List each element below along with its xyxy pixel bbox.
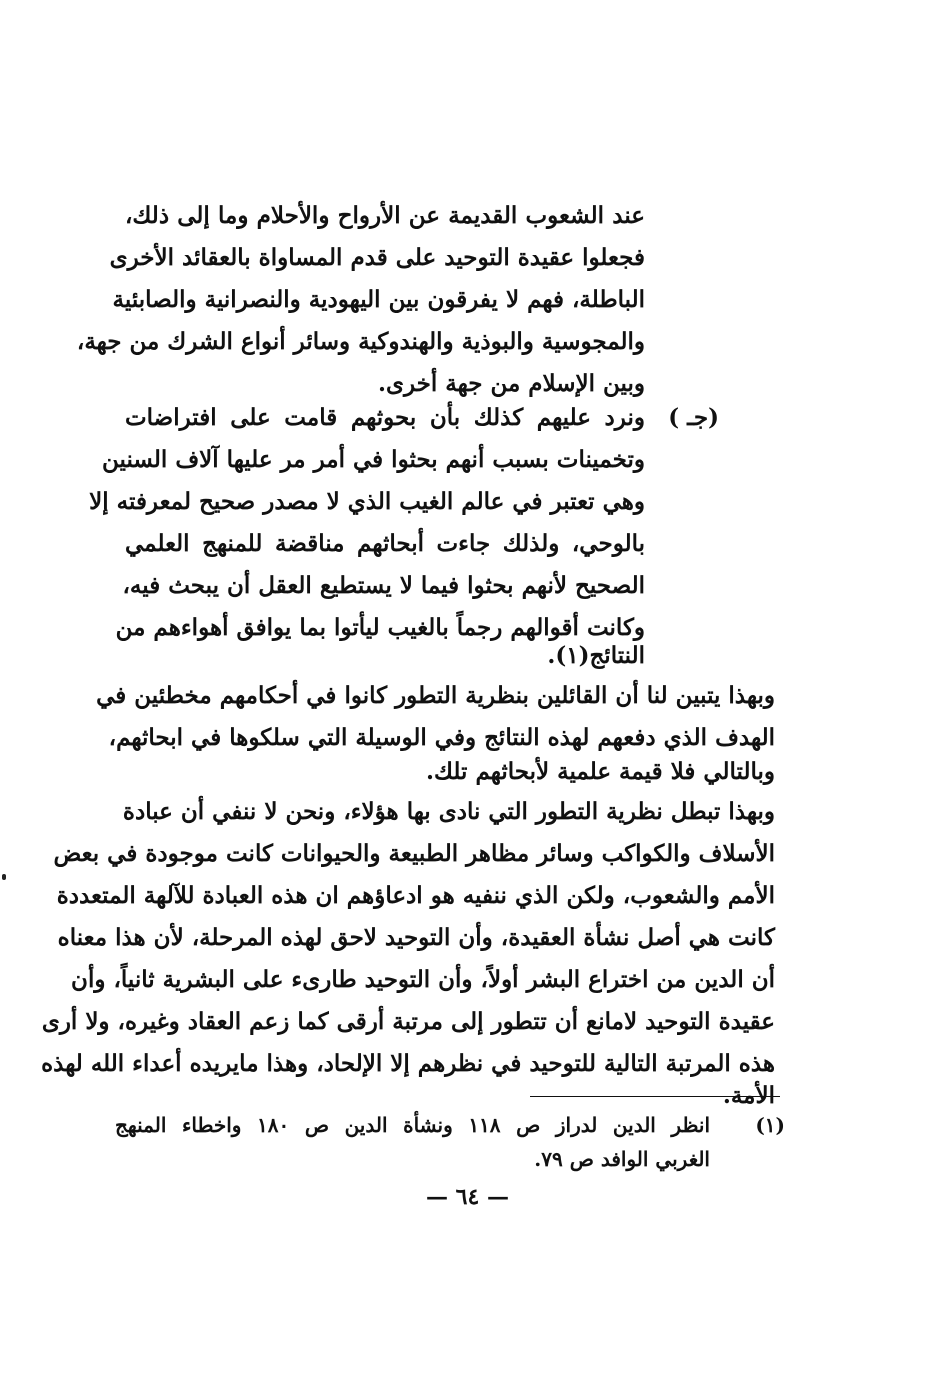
text-line: هذه المرتبة التالية للتوحيد في نظرهم إلا الإلحاد، وهذا مايريده أعداء الله لهذه (41, 1050, 775, 1077)
text-line: وبالتالي فلا قيمة علمية لأبحاثهم تلك. (426, 758, 775, 785)
text-line: النتائج(١). (547, 642, 645, 669)
text-line: وبهذا تبطل نظرية التطور التي نادى بها هؤلاء، ونحن لا ننفي أن عبادة (122, 798, 775, 825)
footnote-line: انظر الدين لدراز ص ١١٨ ونشأة الدين ص ١٨٠ واخطاء المنهج (115, 1113, 710, 1137)
page-number: — ٦٤ — (426, 1184, 509, 1210)
text-line: وبهذا يتبين لنا أن القائلين بنظرية التطور كانوا في أحكامهم مخطئين في (96, 682, 775, 709)
text-line: وتخمينات بسبب أنهم بحثوا في أمر مر عليها آلاف السنين (102, 446, 645, 473)
text-line: الأسلاف والكواكب وسائر مظاهر الطبيعة والحيوانات كانت موجودة في بعض (53, 840, 775, 867)
text-line: الأمة. (722, 1082, 775, 1109)
footnote-separator (530, 1096, 780, 1097)
text-line: عقيدة التوحيد لامانع أن تتطور إلى مرتبة أرقى كما زعم العقاد وغيره، ولا أرى (41, 1008, 775, 1035)
footnote-line: الغربي الوافد ص ٧٩. (534, 1147, 710, 1171)
text-line: ونرد عليهم كذلك بأن بحوثهم قامت على افتراضات (125, 404, 645, 431)
text-line: وكانت أقوالهم رجماً بالغيب ليأتوا بما يوافق أهواءهم من (115, 614, 645, 641)
footnote-marker: (١) (755, 1113, 785, 1137)
text-line: الباطلة، فهم لا يفرقون بين اليهودية والنصرانية والصابئية (112, 286, 645, 313)
text-line: كانت هي أصل نشأة العقيدة، وأن التوحيد لاحق لهذه المرحلة، لأن هذا معناه (57, 924, 775, 951)
text-line: الأمم والشعوب، ولكن الذي ننفيه هو ادعاؤهم ان هذه العبادة للآلهة المتعددة (56, 882, 775, 909)
text-line: بالوحي، ولذلك جاءت أبحاثهم مناقضة للمنهج العلمي (125, 530, 645, 557)
text-line: الصحيح لأنهم بحثوا فيما لا يستطيع العقل أن يبحث فيه، (122, 572, 645, 599)
text-line: فجعلوا عقيدة التوحيد على قدم المساواة بالعقائد الأخرى (109, 244, 645, 271)
text-line: وهي تعتبر في عالم الغيب الذي لا مصدر صحيح لمعرفته إلا (89, 488, 645, 515)
item-marker: (جـ ) (668, 404, 719, 431)
text-line: عند الشعوب القديمة عن الأرواح والأحلام وما إلى ذلك، (125, 202, 645, 229)
text-line: أن الدين من اختراع البشر أولاً، وأن التوحيد طارىء على البشرية ثانياً، وأن (71, 966, 775, 993)
scan-speck (2, 874, 6, 880)
text-line: الهدف الذي دفعهم لهذه النتائج وفي الوسيلة التي سلكوها في ابحاثهم، (108, 724, 775, 751)
text-line: وبين الإسلام من جهة أخرى. (377, 370, 645, 397)
text-line: والمجوسية والبوذية والهندوكية وسائر أنواع الشرك من جهة، (76, 328, 645, 355)
